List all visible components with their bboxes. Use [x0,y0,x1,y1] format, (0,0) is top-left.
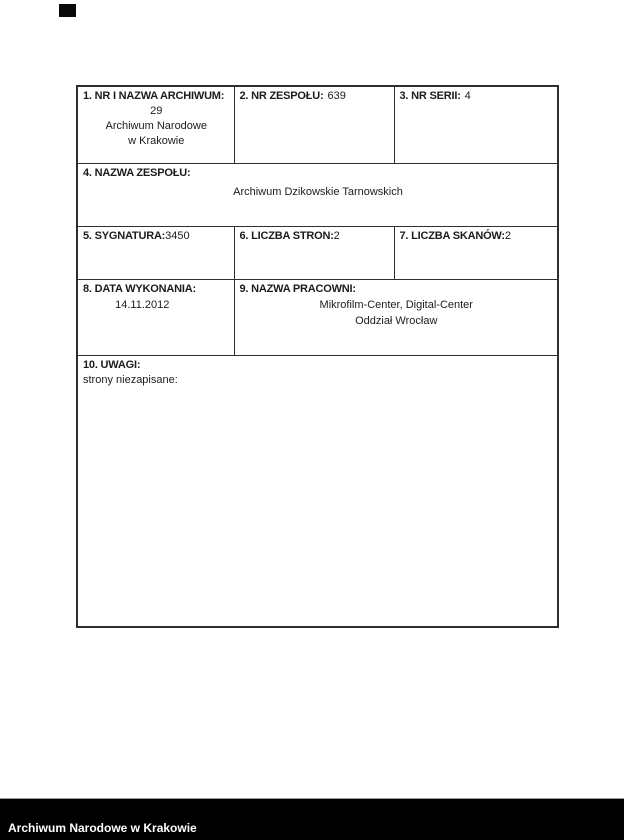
signature-label: 5. SYGNATURA: [83,229,166,242]
archive-number: 29 [150,105,163,117]
archive-label: 1. NR I NAZWA ARCHIWUM: [83,90,225,102]
fonds-name-value: Archiwum Dzikowskie Tarnowskich [233,185,403,198]
remarks-label: 10. UWAGI: [83,358,141,371]
archive-name-line2: w Krakowie [128,135,185,147]
cell-scan-count [394,226,558,279]
cell-archive [77,86,234,163]
table-row [77,163,558,226]
fonds-number-value: 639 [327,90,346,102]
execution-date-value: 14.11.2012 [115,298,170,311]
fonds-number-label: 2. NR ZESPOŁU: [239,90,324,102]
workshop-label: 9. NAZWA PRACOWNI: [239,282,356,295]
cell-workshop [234,279,558,355]
metadata-table [76,85,559,628]
scan-calibration-mark [59,4,76,17]
table-row [77,355,558,627]
signature-value: 3450 [165,229,190,242]
cell-series-number [394,86,558,163]
series-number-label: 3. NR SERII: [399,90,461,102]
remarks-value: strony niezapisane: [83,373,178,386]
archive-name-line1: Archiwum Narodowe [105,120,207,132]
workshop-line2: Oddział Wrocław [355,314,438,327]
cell-execution-date [77,279,234,355]
execution-date-label: 8. DATA WYKONANIA: [83,282,196,295]
series-number-value: 4 [464,90,471,102]
cell-fonds-number [234,86,394,163]
cell-signature [77,226,234,279]
page-count-label: 6. LICZBA STRON: [239,229,334,242]
fonds-name-label: 4. NAZWA ZESPOŁU: [83,166,191,179]
table-row [77,86,558,163]
table-row [77,226,558,279]
table-row [77,279,558,355]
workshop-line1: Mikrofilm-Center, Digital-Center [319,298,473,311]
cell-remarks [77,355,558,627]
cell-page-count [234,226,394,279]
cell-fonds-name [77,163,558,226]
footer-title: Archiwum Narodowe w Krakowie [8,821,197,835]
page-count-value: 2 [333,229,340,242]
scan-count-value: 2 [504,229,512,242]
footer-bar [0,798,624,840]
scan-count-label: 7. LICZBA SKANÓW: [399,229,505,242]
